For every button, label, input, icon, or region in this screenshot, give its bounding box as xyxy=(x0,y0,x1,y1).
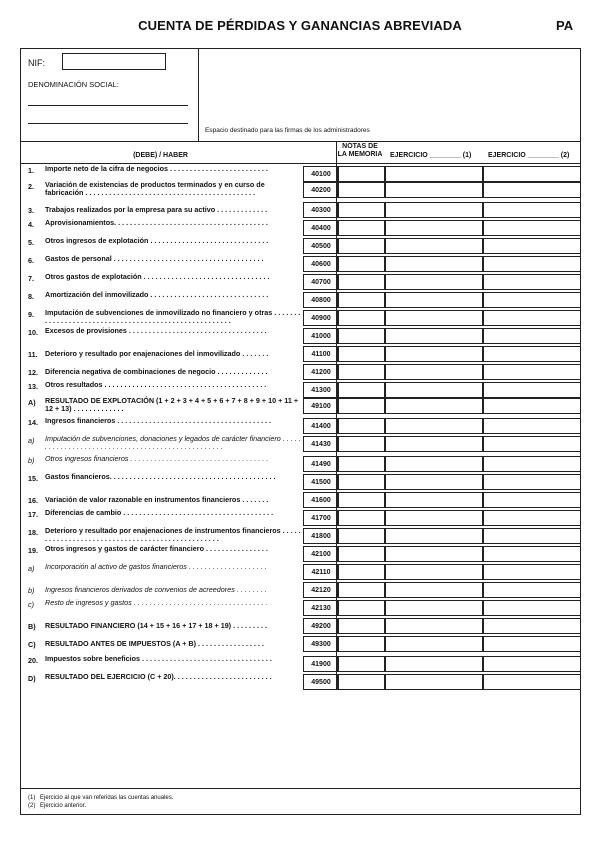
table-row xyxy=(20,456,581,472)
table-row xyxy=(20,600,581,616)
ejercicio-1-cell[interactable] xyxy=(385,310,483,326)
row-code: 40800 xyxy=(303,292,339,308)
row-label: Otros gastos de explotación . . . . . . . . . . . . . . . . . . . . . . . . . . . . . . . . xyxy=(45,272,270,281)
notas-memoria-cell[interactable] xyxy=(337,656,385,672)
row-label: RESULTADO ANTES DE IMPUESTOS (A + B) . . . . . . . . . . . . . . . . . xyxy=(45,639,264,648)
row-label: Amortización del inmovilizado . . . . . . . . . . . . . . . . . . . . . . . . . . . . . . xyxy=(45,290,269,299)
notas-memoria-cell[interactable] xyxy=(337,528,385,544)
column-header-ejercicio-1: EJERCICIO ________ (1) xyxy=(390,152,472,159)
notas-memoria-cell[interactable] xyxy=(337,456,385,472)
row-label: Aprovisionamientos. . . . . . . . . . . . . . . . . . . . . . . . . . . . . . . . . . . . . . . xyxy=(45,218,268,227)
row-number: b) xyxy=(28,586,35,595)
ejercicio-1-cell[interactable] xyxy=(385,346,483,362)
row-code: 49200 xyxy=(303,618,339,634)
row-code: 41100 xyxy=(303,346,339,362)
notas-memoria-cell[interactable] xyxy=(337,492,385,508)
denominacion-label: DENOMINACIÓN SOCIAL: xyxy=(28,80,119,89)
notas-memoria-cell[interactable] xyxy=(337,292,385,308)
row-number: 15. xyxy=(28,474,38,483)
column-header-notas-line1: NOTAS DE xyxy=(342,143,378,150)
notas-memoria-cell[interactable] xyxy=(337,618,385,634)
notas-memoria-cell[interactable] xyxy=(337,582,385,598)
ejercicio-2-cell[interactable] xyxy=(483,436,581,452)
ejercicio-2-cell[interactable] xyxy=(483,202,581,218)
row-label: Excesos de provisiones . . . . . . . . . . . . . . . . . . . . . . . . . . . . . . . . . . . xyxy=(45,326,267,335)
row-number: 18. xyxy=(28,528,38,537)
notas-memoria-cell[interactable] xyxy=(337,510,385,526)
row-number: 8. xyxy=(28,292,34,301)
ejercicio-1-cell[interactable] xyxy=(385,674,483,690)
table-row xyxy=(20,220,581,236)
footnote-1-text: Ejercicio al que van referidas las cuentas anuales. xyxy=(40,795,174,801)
row-number: 2. xyxy=(28,182,34,191)
ejercicio-2-cell[interactable] xyxy=(483,418,581,434)
ejercicio-1-cell[interactable] xyxy=(385,600,483,616)
ejercicio-2-cell[interactable] xyxy=(483,674,581,690)
row-code: 42110 xyxy=(303,564,339,580)
table-row xyxy=(20,656,581,672)
nif-field[interactable] xyxy=(62,53,166,70)
row-number: 4. xyxy=(28,220,34,229)
table-row xyxy=(20,528,581,544)
ejercicio-2-cell[interactable] xyxy=(483,564,581,580)
row-number: b) xyxy=(28,456,35,465)
row-code: 49100 xyxy=(303,398,339,414)
ejercicio-2-cell[interactable] xyxy=(483,274,581,290)
row-label: Diferencias de cambio . . . . . . . . . . . . . . . . . . . . . . . . . . . . . . . . . . . . . . xyxy=(45,508,274,517)
table-row xyxy=(20,274,581,290)
ejercicio-1-cell[interactable] xyxy=(385,182,483,198)
notas-memoria-cell[interactable] xyxy=(337,202,385,218)
row-label: Otros ingresos y gastos de carácter financiero . . . . . . . . . . . . . . . . xyxy=(45,544,268,553)
row-label: Gastos de personal . . . . . . . . . . . . . . . . . . . . . . . . . . . . . . . . . . . . . . xyxy=(45,254,264,263)
ejercicio-1-cell[interactable] xyxy=(385,238,483,254)
row-label: Ingresos financieros derivados de convenios de acreedores . . . . . . . . xyxy=(45,585,267,594)
table-row xyxy=(20,636,581,652)
ejercicio-1-cell[interactable] xyxy=(385,364,483,380)
row-number: 12. xyxy=(28,368,38,377)
row-number: B) xyxy=(28,622,36,631)
footnote-divider xyxy=(20,788,581,789)
row-code: 40100 xyxy=(303,166,339,182)
notas-memoria-cell[interactable] xyxy=(337,600,385,616)
ejercicio-2-cell[interactable] xyxy=(483,256,581,272)
ejercicio-2-cell[interactable] xyxy=(483,582,581,598)
notas-memoria-cell[interactable] xyxy=(337,182,385,198)
ejercicio-1-cell[interactable] xyxy=(385,510,483,526)
row-code: 40500 xyxy=(303,238,339,254)
notas-memoria-cell[interactable] xyxy=(337,220,385,236)
row-code: 41500 xyxy=(303,474,339,490)
footnote-2-text: Ejercicio anterior. xyxy=(40,803,87,809)
table-row xyxy=(20,364,581,380)
table-row xyxy=(20,292,581,308)
notas-memoria-cell[interactable] xyxy=(337,166,385,182)
notas-memoria-cell[interactable] xyxy=(337,398,385,414)
row-label: Trabajos realizados por la empresa para su activo . . . . . . . . . . . . . xyxy=(45,205,268,214)
ejercicio-2-cell[interactable] xyxy=(483,618,581,634)
notas-memoria-cell[interactable] xyxy=(337,346,385,362)
ejercicio-2-cell[interactable] xyxy=(483,398,581,414)
table-row xyxy=(20,182,581,198)
table-row xyxy=(20,398,581,414)
footnote-2-num: (2) xyxy=(28,803,36,809)
row-code: 41400 xyxy=(303,418,339,434)
column-header-debe-haber: (DEBE) / HABER xyxy=(133,152,188,159)
row-code: 41490 xyxy=(303,456,339,472)
ejercicio-1-cell[interactable] xyxy=(385,636,483,652)
table-row xyxy=(20,492,581,508)
row-label: RESULTADO DEL EJERCICIO (C + 20). . . . . . . . . . . . . . . . . . . . . . . . . xyxy=(45,672,272,681)
row-number: 3. xyxy=(28,206,34,215)
row-number: 1. xyxy=(28,166,34,175)
denominacion-line-2[interactable] xyxy=(28,123,188,124)
row-label: RESULTADO DE EXPLOTACIÓN (1 + 2 + 3 + 4 + 5 + 6 + 7 + 8 + 9 + 10 + 11 + 12 + 13) . . . . . . . . . . . . . xyxy=(45,396,299,414)
notas-memoria-cell[interactable] xyxy=(337,310,385,326)
ejercicio-1-cell[interactable] xyxy=(385,582,483,598)
row-code: 40200 xyxy=(303,182,339,198)
notas-memoria-cell[interactable] xyxy=(337,274,385,290)
row-code: 49300 xyxy=(303,636,339,652)
column-header-ejercicio-2: EJERCICIO ________ (2) xyxy=(488,152,570,159)
row-code: 41000 xyxy=(303,328,339,344)
notas-memoria-cell[interactable] xyxy=(337,474,385,490)
notas-memoria-cell[interactable] xyxy=(337,636,385,652)
ejercicio-1-cell[interactable] xyxy=(385,492,483,508)
row-number: 20. xyxy=(28,656,38,665)
table-row xyxy=(20,564,581,580)
ejercicio-1-cell[interactable] xyxy=(385,220,483,236)
ejercicio-2-cell[interactable] xyxy=(483,310,581,326)
table-row xyxy=(20,418,581,434)
table-row xyxy=(20,546,581,562)
row-number: 5. xyxy=(28,238,34,247)
row-number: A) xyxy=(28,398,36,407)
ejercicio-2-cell[interactable] xyxy=(483,292,581,308)
ejercicio-2-cell[interactable] xyxy=(483,656,581,672)
ejercicio-1-cell[interactable] xyxy=(385,618,483,634)
row-number: 10. xyxy=(28,328,38,337)
ejercicio-2-cell[interactable] xyxy=(483,182,581,198)
ejercicio-1-cell[interactable] xyxy=(385,292,483,308)
notas-memoria-cell[interactable] xyxy=(337,328,385,344)
row-number: D) xyxy=(28,674,36,683)
ejercicio-1-cell[interactable] xyxy=(385,564,483,580)
row-label: Diferencia negativa de combinaciones de negocio . . . . . . . . . . . . . xyxy=(45,367,268,376)
row-label: Variación de existencias de productos terminados y en curso de fabricación . . . . . . . . . . . . . . . . . . . . . . . . . . . . . . . . . . . . . . . . . . . xyxy=(45,180,265,198)
footnote-1-num: (1) xyxy=(28,795,36,801)
table-row xyxy=(20,674,581,690)
table-row xyxy=(20,310,581,326)
table-row xyxy=(20,238,581,254)
header-divider-vertical xyxy=(198,48,199,141)
row-label: Resto de ingresos y gastos . . . . . . . . . . . . . . . . . . . . . . . . . . . . . . . . . . xyxy=(45,598,268,607)
table-row xyxy=(20,510,581,526)
notas-memoria-cell[interactable] xyxy=(337,564,385,580)
column-header-notas xyxy=(336,143,384,159)
row-label: Deterioro y resultado por enajenaciones del inmovilizado . . . . . . . xyxy=(45,349,269,358)
ejercicio-1-cell[interactable] xyxy=(385,274,483,290)
ejercicio-1-cell[interactable] xyxy=(385,166,483,182)
ejercicio-1-cell[interactable] xyxy=(385,436,483,452)
ejercicio-1-cell[interactable] xyxy=(385,256,483,272)
row-number: C) xyxy=(28,640,36,649)
row-label: Imputación de subvenciones de inmovilizado no financiero y otras . . . . . . . . . . . . . . . . . . . . . . . . . . . . . . . . . . . . . . . . . . . . . . . . . . . . . . xyxy=(45,308,301,326)
row-label: Otros ingresos financieros . . . . . . . . . . . . . . . . . . . . . . . . . . . . . . . . . . . xyxy=(45,454,269,463)
row-code: 40300 xyxy=(303,202,339,218)
row-number: a) xyxy=(28,436,35,445)
row-code: 41900 xyxy=(303,656,339,672)
row-code: 41700 xyxy=(303,510,339,526)
ejercicio-2-cell[interactable] xyxy=(483,456,581,472)
row-code: 41600 xyxy=(303,492,339,508)
ejercicio-2-cell[interactable] xyxy=(483,510,581,526)
ejercicio-2-cell[interactable] xyxy=(483,328,581,344)
row-label: Impuestos sobre beneficios . . . . . . . . . . . . . . . . . . . . . . . . . . . . . . . . . xyxy=(45,654,272,663)
ejercicio-2-cell[interactable] xyxy=(483,546,581,562)
row-code: 40400 xyxy=(303,220,339,236)
row-code: 40900 xyxy=(303,310,339,326)
row-number: 13. xyxy=(28,382,38,391)
form-code: PA xyxy=(556,18,574,33)
ejercicio-2-cell[interactable] xyxy=(483,600,581,616)
ejercicio-2-cell[interactable] xyxy=(483,220,581,236)
row-label: Ingresos financieros . . . . . . . . . . . . . . . . . . . . . . . . . . . . . . . . . . . . . . . xyxy=(45,416,272,425)
ejercicio-2-cell[interactable] xyxy=(483,346,581,362)
row-code: 40700 xyxy=(303,274,339,290)
footnote-2 xyxy=(28,803,86,809)
row-code: 41430 xyxy=(303,436,339,452)
notas-memoria-cell[interactable] xyxy=(337,674,385,690)
ejercicio-1-cell[interactable] xyxy=(385,656,483,672)
table-row xyxy=(20,202,581,218)
notas-memoria-cell[interactable] xyxy=(337,436,385,452)
nif-label: NIF: xyxy=(28,58,45,68)
ejercicio-1-cell[interactable] xyxy=(385,382,483,398)
ejercicio-2-cell[interactable] xyxy=(483,636,581,652)
notas-memoria-cell[interactable] xyxy=(337,256,385,272)
ejercicio-1-cell[interactable] xyxy=(385,418,483,434)
page-title: CUENTA DE PÉRDIDAS Y GANANCIAS ABREVIADA xyxy=(138,18,462,33)
row-code: 41800 xyxy=(303,528,339,544)
row-code: 42100 xyxy=(303,546,339,562)
ejercicio-1-cell[interactable] xyxy=(385,528,483,544)
row-label: Imputación de subvenciones, donaciones y legados de carácter financiero . . . . . . . . . . . . . . . . . . . . . . . . . . . . . . . . . . . . . . . . . . . . . . . . . . xyxy=(45,434,301,452)
ejercicio-2-cell[interactable] xyxy=(483,238,581,254)
row-code: 42120 xyxy=(303,582,339,598)
ejercicio-1-cell[interactable] xyxy=(385,328,483,344)
row-label: Otros resultados . . . . . . . . . . . . . . . . . . . . . . . . . . . . . . . . . . . . . . . . . xyxy=(45,380,267,389)
row-number: 9. xyxy=(28,310,34,319)
signature-area-note: Espacio destinado para las firmas de los administradores xyxy=(205,127,370,134)
row-code: 41300 xyxy=(303,382,339,398)
denominacion-line-1[interactable] xyxy=(28,105,188,106)
table-row xyxy=(20,436,581,452)
ejercicio-1-cell[interactable] xyxy=(385,202,483,218)
ejercicio-1-cell[interactable] xyxy=(385,474,483,490)
row-number: 14. xyxy=(28,418,38,427)
row-label: Incorporación al activo de gastos financieros . . . . . . . . . . . . . . . . . . . . xyxy=(45,562,267,571)
ejercicio-1-cell[interactable] xyxy=(385,456,483,472)
row-number: 11. xyxy=(28,350,38,359)
ejercicio-2-cell[interactable] xyxy=(483,166,581,182)
row-code: 41200 xyxy=(303,364,339,380)
ejercicio-2-cell[interactable] xyxy=(483,528,581,544)
table-row xyxy=(20,328,581,344)
row-label: Variación de valor razonable en instrumentos financieros . . . . . . . xyxy=(45,495,269,504)
ejercicio-2-cell[interactable] xyxy=(483,474,581,490)
column-header-notas-line2: LA MEMORIA xyxy=(337,151,383,158)
ejercicio-2-cell[interactable] xyxy=(483,492,581,508)
row-number: c) xyxy=(28,600,34,609)
row-number: 6. xyxy=(28,256,34,265)
notas-memoria-cell[interactable] xyxy=(337,546,385,562)
ejercicio-2-cell[interactable] xyxy=(483,382,581,398)
row-number: 16. xyxy=(28,496,38,505)
table-row xyxy=(20,618,581,634)
ejercicio-2-cell[interactable] xyxy=(483,364,581,380)
row-label: Gastos financieros. . . . . . . . . . . . . . . . . . . . . . . . . . . . . . . . . . . . . . . . . . xyxy=(45,472,276,481)
row-code: 40600 xyxy=(303,256,339,272)
row-number: a) xyxy=(28,564,35,573)
notas-memoria-cell[interactable] xyxy=(337,418,385,434)
ejercicio-1-cell[interactable] xyxy=(385,398,483,414)
row-label: Deterioro y resultado por enajenaciones de instrumentos financieros . . . . . . . . . . . . . . . . . . . . . . . . . . . . . . . . . . . . . . . . . . . . . . . . . xyxy=(45,526,301,544)
row-number: 7. xyxy=(28,274,34,283)
table-row xyxy=(20,582,581,598)
row-code: 49500 xyxy=(303,674,339,690)
table-row xyxy=(20,474,581,490)
footnote-1 xyxy=(28,795,173,801)
row-label: Importe neto de la cifra de negocios . . . . . . . . . . . . . . . . . . . . . . . . . xyxy=(45,164,268,173)
header-divider xyxy=(20,141,581,142)
row-number: 17. xyxy=(28,510,38,519)
table-row xyxy=(20,256,581,272)
table-row xyxy=(20,346,581,362)
row-label: Otros ingresos de explotación . . . . . . . . . . . . . . . . . . . . . . . . . . . . . . xyxy=(45,236,269,245)
notas-memoria-cell[interactable] xyxy=(337,382,385,398)
ejercicio-1-cell[interactable] xyxy=(385,546,483,562)
row-label: RESULTADO FINANCIERO (14 + 15 + 16 + 17 + 18 + 19) . . . . . . . . . xyxy=(45,621,268,630)
row-code: 42130 xyxy=(303,600,339,616)
row-number: 19. xyxy=(28,546,38,555)
notas-memoria-cell[interactable] xyxy=(337,364,385,380)
notas-memoria-cell[interactable] xyxy=(337,238,385,254)
